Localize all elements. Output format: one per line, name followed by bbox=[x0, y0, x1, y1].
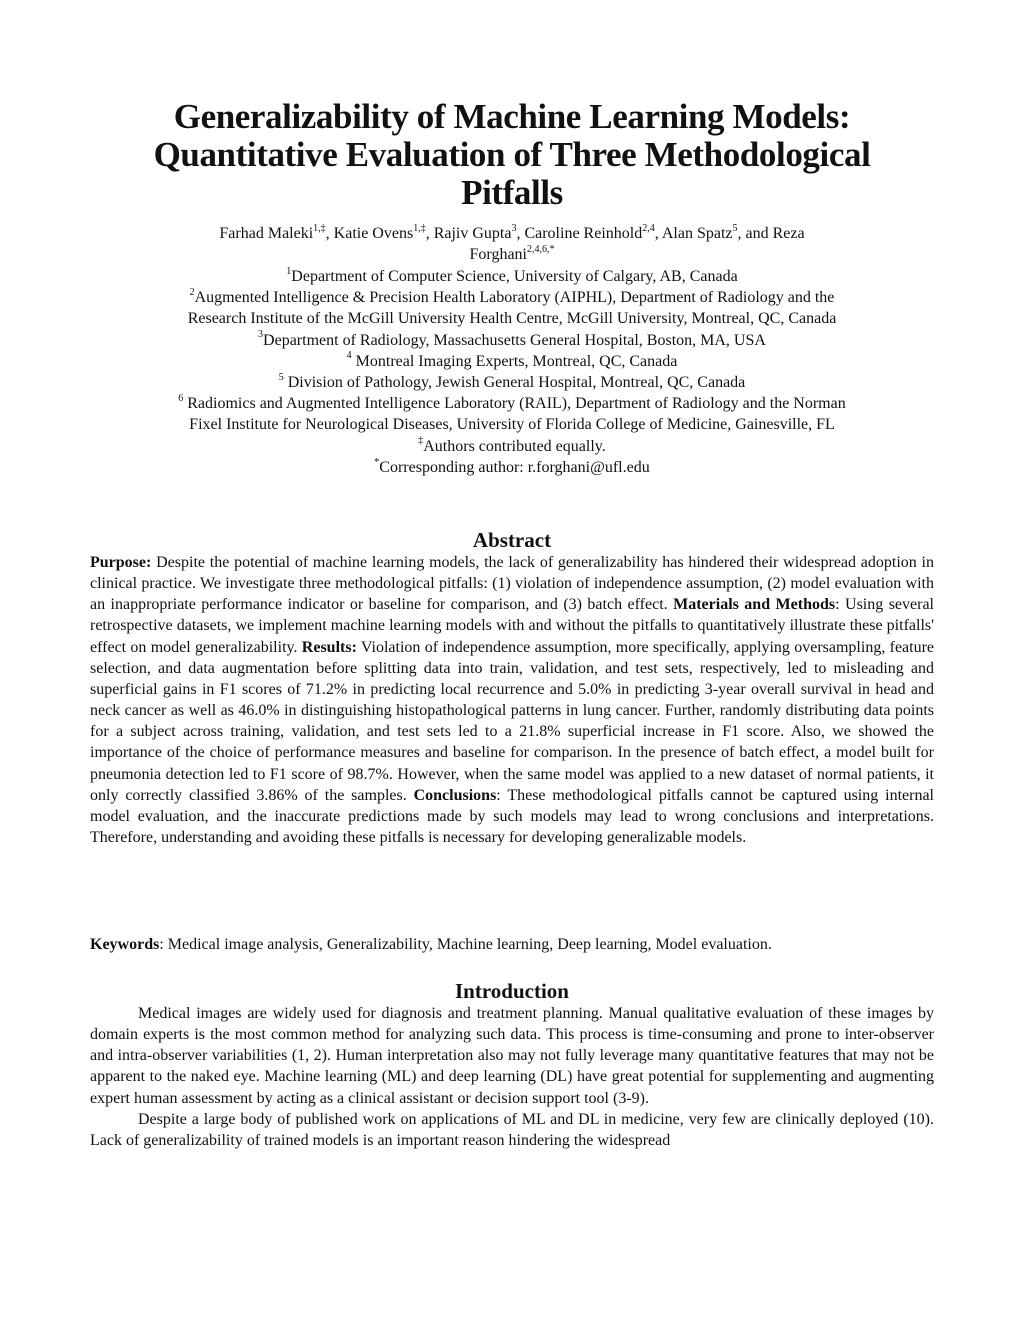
affiliation-continued: Research Institute of the McGill University Health Centre, McGill University, Montreal, QC, Canada bbox=[187, 310, 837, 328]
paper-title bbox=[90, 98, 934, 212]
affiliation: $^3$Department of Radiology, Massachusetts General Hospital, Boston, MA, USA bbox=[258, 329, 766, 349]
affiliation-continued: Fixel Institute for Neurological Diseases, University of Florida College of Medicine, Gainesville, FL bbox=[189, 416, 835, 434]
author-affil-mark: 5 bbox=[732, 222, 738, 234]
author-list: Farhad Maleki$^{1,\ddagger}$, Katie Ovens$^{1,\ddagger}$, Rajiv Gupta$^3$, Caroline Reinhold$^{2,4}$, Alan Spatz$^5$, and Reza Forghani$^{2,4,6,*}$ bbox=[219, 222, 805, 263]
author-name: Rajiv Gupta bbox=[433, 225, 512, 242]
results-label: Results: bbox=[301, 638, 357, 656]
introduction-heading: Introduction bbox=[455, 979, 569, 1003]
abstract-heading: Abstract bbox=[472, 528, 552, 552]
affiliation-list bbox=[90, 266, 934, 478]
equal-contribution-note: ‡Authors contributed equally. bbox=[418, 435, 606, 455]
author-name: Alan Spatz bbox=[661, 225, 733, 242]
title-line: Quantitative Evaluation of Three Methodological bbox=[153, 135, 871, 174]
affiliation: $^4$ Montreal Imaging Experts, Montreal, QC, Canada bbox=[346, 350, 678, 370]
methods-label: Materials and Methods bbox=[673, 596, 836, 614]
author-affil-mark: 2,4,6,* bbox=[526, 243, 555, 255]
title-line: Pitfalls bbox=[461, 173, 563, 212]
purpose-text: Despite the potential of machine learning models, the lack of generalizability has hindered their widespread adoption in clinical practice. We investigate three methodological pitfalls: (1) violation of independence assumption, (2) model evaluation with an inappropriate performance indicator or baseline for comparison, and (3) batch effect. bbox=[90, 554, 935, 614]
author-affil-mark: 2,4 bbox=[642, 222, 655, 234]
affiliation: $^2$Augmented Intelligence & Precision Health Laboratory (AIPHL), Department of Radiology and the bbox=[189, 286, 835, 307]
paragraph: Despite a large body of published work on applications of ML and DL in medicine, very few are clinically deployed (10). Lack of generalizability of trained models is an important reason hindering the widespread bbox=[90, 1110, 934, 1149]
author-affil-mark: 1,‡ bbox=[413, 222, 426, 234]
paragraph: Medical images are widely used for diagnosis and treatment planning. Manual qualitative evaluation of these images by domain experts is the most common method for analyzing such data. This process is time-consuming and prone to inter-observer and intra-observer variabilities (1, 2). Human interpretation also may not fully leverage many quantitative features that may not be apparent to the naked eye. Machine learning (ML) and deep learning (DL) have great potential for supplementing and augmenting expert human assessment by acting as a clinical assistant or decision support tool (3-9). bbox=[90, 1005, 934, 1107]
results-text: Violation of independence assumption, more specifically, applying oversampling, feature selection, and data augmentation before splitting data into train, validation, and test sets, respectively, led to misleading and superficial gains in F1 scores of 71.2% in predicting local recurrence and 5.0% in predicting 3-year overall survival in head and neck cancer as well as 46.0% in distinguishing histopathological patterns in lung cancer. Further, randomly distributing data points for a subject across training, validation, and test sets led to a 21.8% superficial increase in F1 score. Also, we showed the importance of the choice of performance measures and baseline for comparison. In the presence of batch effect, a model built for pneumonia detection led to F1 score of 98.7%. However, when the same model was applied to a new dataset of normal patients, it only correctly classified 3.86% of the samples. bbox=[90, 638, 935, 804]
affiliation: $^5$ Division of Pathology, Jewish General Hospital, Montreal, QC, Canada bbox=[278, 371, 746, 392]
author-name: Katie Ovens bbox=[333, 225, 414, 242]
author-affil-mark: 3 bbox=[511, 222, 517, 234]
abstract-body bbox=[90, 552, 934, 848]
title-line: Generalizability of Machine Learning Models: bbox=[173, 97, 851, 136]
keywords bbox=[90, 934, 934, 955]
methods-text: : Using several retrospective datasets, we implement machine learning models with and without the pitfalls to quantitatively illustrate these pitfalls' effect on model generalizability. bbox=[90, 596, 935, 656]
purpose-label: Purpose: bbox=[90, 554, 152, 571]
author-name: Caroline Reinhold bbox=[524, 225, 643, 242]
author-affil-mark: 1,‡ bbox=[313, 222, 326, 234]
keywords-label: Keywords bbox=[90, 936, 160, 953]
keywords-text: : Medical image analysis, Generalizability, Machine learning, Deep learning, Model evaluation. bbox=[159, 936, 772, 953]
introduction-body bbox=[90, 1003, 934, 1151]
affiliation: $^6$ Radiomics and Augmented Intelligence Laboratory (RAIL), Department of Radiology and the Norman bbox=[178, 392, 846, 413]
conclusions-label: Conclusions bbox=[413, 786, 497, 804]
conclusions-text: : These methodological pitfalls cannot be captured using internal model evaluation, and the inaccurate predictions made by such models may lead to wrong conclusions and interpretations. Therefore, understanding and avoiding these pitfalls is necessary for developing generalizable models. bbox=[90, 786, 934, 847]
author-name: Farhad Maleki bbox=[219, 225, 314, 242]
affiliation: $^1$Department of Computer Science, University of Calgary, AB, Canada bbox=[286, 265, 738, 285]
corresponding-author-note: *Corresponding author: r.forghani@ufl.edu bbox=[374, 456, 650, 476]
